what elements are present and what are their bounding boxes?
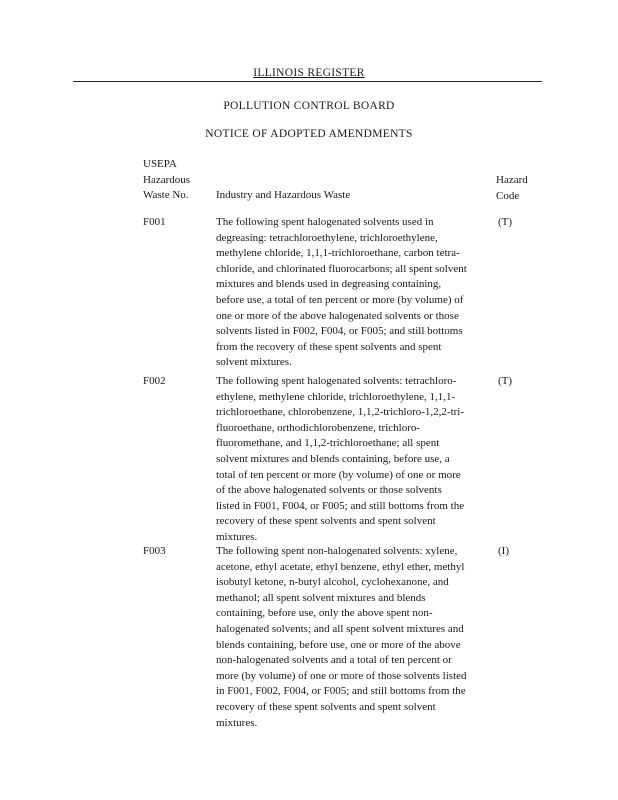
- description-line: fluoroethane, orthodichlorobenzene, trichloro-: [216, 421, 421, 434]
- description-line: blends containing, before use, one or more of the above: [216, 638, 461, 651]
- description-line: in F001, F002, F004, or F005; and still bottoms from the: [216, 685, 466, 698]
- description-line: methylene chloride, 1,1,1-trichloroethane, carbon tetra-: [216, 247, 460, 260]
- waste-description: [216, 215, 492, 371]
- description-line: chloride, and chlorinated fluorocarbons; all spent solvent: [216, 262, 467, 275]
- description-line: solvent mixtures and blends containing, before use, a: [216, 452, 450, 465]
- description-line: recovery of these spent solvents and spent solvent: [216, 700, 436, 713]
- column-header-hazard-code: [496, 173, 546, 204]
- hazard-code: (T): [498, 375, 513, 387]
- description-line: from the recovery of these spent solvents and spent: [216, 340, 442, 353]
- description-line: ethylene, methylene chloride, trichloroethylene, 1,1,1-: [216, 390, 456, 403]
- column-header-industry: Industry and Hazardous Waste: [216, 189, 351, 201]
- waste-description: [216, 374, 492, 546]
- description-line: isobutyl ketone, n-butyl alcohol, cyclohexanone, and: [216, 576, 449, 589]
- description-line: fluoromethane, and 1,1,2-trichloroethane; all spent: [216, 437, 440, 450]
- column-header-line: Waste No.: [143, 189, 189, 201]
- waste-code: F001: [143, 216, 166, 228]
- hazard-code: (T): [498, 216, 513, 228]
- header-rule: [73, 81, 542, 82]
- description-line: solvent mixtures.: [216, 356, 292, 369]
- description-line: containing, before use, only the above spent non-: [216, 607, 433, 620]
- description-line: halogenated solvents; and all spent solvent mixtures and: [216, 622, 464, 635]
- description-line: one or more of the above halogenated solvents or those: [216, 309, 459, 322]
- description-line: before use, a total of ten percent or more (by volume) of: [216, 293, 464, 306]
- register-title: ILLINOIS REGISTER: [253, 67, 365, 79]
- notice-title: NOTICE OF ADOPTED AMENDMENTS: [205, 128, 413, 140]
- waste-description: [216, 544, 492, 731]
- description-line: trichloroethane, chlorobenzene, 1,1,2-trichloro-1,2,2-tri-: [216, 406, 465, 419]
- description-line: total of ten percent or more (by volume) of one or more: [216, 468, 461, 481]
- column-header-waste-no: [143, 157, 213, 204]
- description-line: solvents listed in F002, F004, or F005; and still bottoms: [216, 325, 463, 338]
- description-line: more (by volume) of one or more of those solvents listed: [216, 669, 467, 682]
- description-line: The following spent halogenated solvents used in: [216, 216, 434, 228]
- column-header-line: Hazardous: [143, 173, 191, 186]
- board-name: POLLUTION CONTROL BOARD: [223, 100, 395, 112]
- description-line: non-halogenated solvents and a total of ten percent or: [216, 654, 452, 667]
- description-line: recovery of these spent solvents and spent solvent: [216, 515, 436, 528]
- description-line: The following spent halogenated solvents: tetrachloro-: [216, 375, 457, 387]
- description-line: of the above halogenated solvents or those solvents: [216, 484, 442, 497]
- description-line: acetone, ethyl acetate, ethyl benzene, ethyl ether, methyl: [216, 560, 465, 573]
- description-line: The following spent non-halogenated solvents: xylene,: [216, 545, 458, 557]
- description-line: mixtures and blends used in degreasing containing,: [216, 278, 442, 291]
- description-line: methanol; all spent solvent mixtures and blends: [216, 591, 426, 604]
- description-line: listed in F001, F004, or F005; and still bottoms from the: [216, 499, 465, 512]
- waste-code: F003: [143, 545, 166, 557]
- description-line: mixtures.: [216, 716, 258, 729]
- description-line: degreasing: tetrachloroethylene, trichloroethylene,: [216, 231, 438, 244]
- hazard-code: (I): [498, 545, 509, 557]
- column-header-line: Code: [496, 189, 520, 202]
- column-header-line: USEPA: [143, 158, 177, 170]
- waste-code: F002: [143, 375, 166, 387]
- column-header-line: Hazard: [496, 174, 528, 186]
- description-line: mixtures.: [216, 530, 258, 543]
